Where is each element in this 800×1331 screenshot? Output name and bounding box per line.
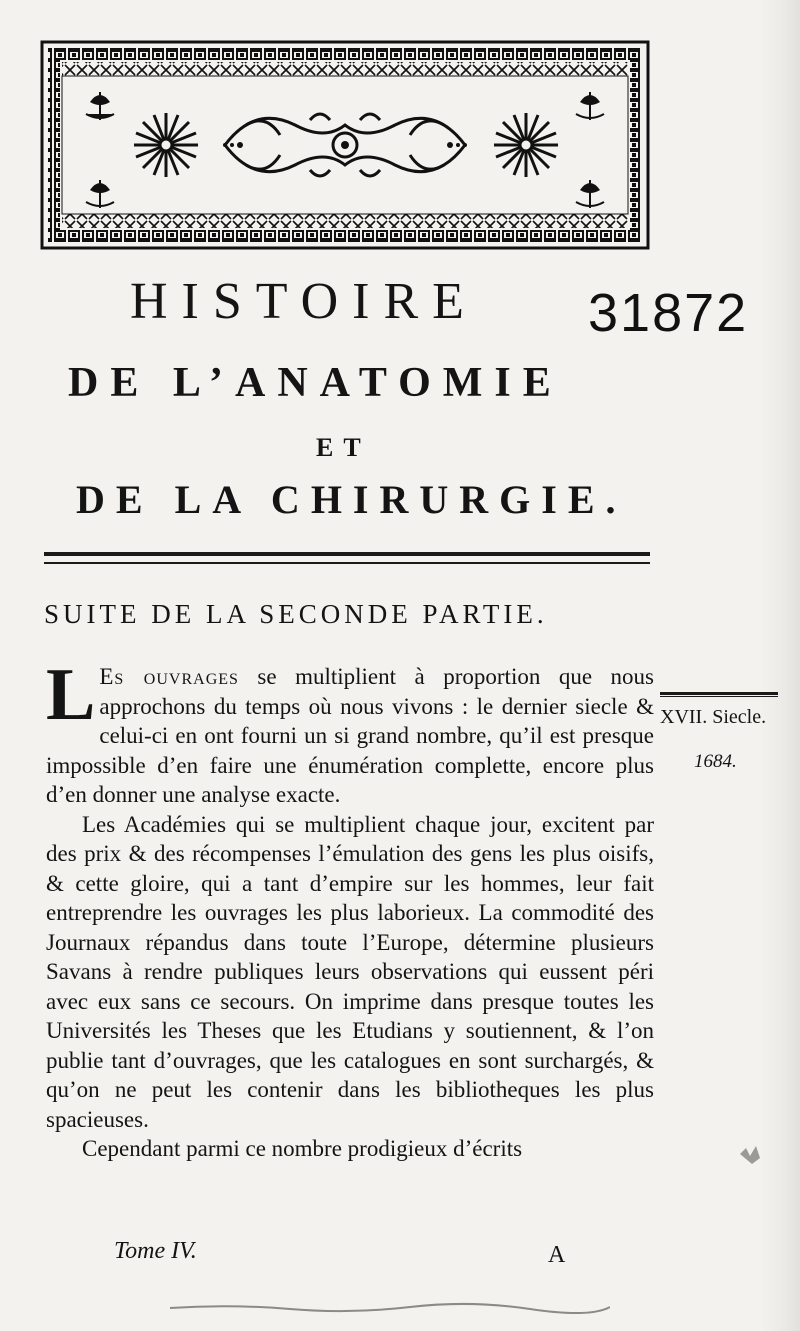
volume-label: Tome IV. bbox=[114, 1238, 197, 1264]
margin-note-year: 1684. bbox=[694, 751, 737, 772]
paragraph-1 bbox=[46, 654, 654, 810]
bleed-through-smudge bbox=[170, 1302, 610, 1314]
margin-note-century: XVII. Siecle. bbox=[660, 706, 767, 728]
ornamental-headpiece bbox=[40, 40, 650, 250]
ink-speck bbox=[736, 1140, 766, 1168]
title-divider-rule bbox=[44, 552, 650, 564]
paragraph-2: Les Académies qui se multiplient chaque jour, excitent par des prix & des récompenses l’émulation des gens les plus oisifs, & cette gloire, qui a tant d’empire sur les hommes, leur fait entreprendre les ouvrages les plus laborieux. La commodité des Journaux répandus dans toute l’Europe, détermine plusieurs Savans à rendre publiques leurs observations qui eussent péri avec eux sans ce secours. On imprime dans presque toutes les Universités les Theses que les Etudians y soutiennent, & l’on publie tant d’ouvrages, que les catalogues en sont surchargés, & qu’on ne peut les contenir dans les bibliotheques les plus spacieuses. bbox=[46, 811, 654, 1132]
drop-cap: L bbox=[46, 654, 96, 736]
signature-mark: A bbox=[548, 1242, 566, 1268]
body-text bbox=[46, 654, 654, 1164]
paragraph-1-text: se multiplient à proportion que nous approchons du temps où nous vivons : le dernier siecle & celui-ci en ont fourni un si grand nombre, qu’il est presque impossible d’en faire une énumération complette, encore plus d’en donner une analyse exacte. bbox=[46, 664, 654, 807]
title-et: ET bbox=[316, 433, 371, 462]
section-heading: SUITE DE LA SECONDE PARTIE. bbox=[44, 599, 548, 629]
title-de-la-chirurgie: DE LA CHIRURGIE. bbox=[76, 477, 627, 522]
title-histoire: HISTOIRE bbox=[130, 273, 478, 330]
margin-rule bbox=[660, 692, 778, 697]
paragraph-3: Cependant parmi ce nombre prodigieux d’écrits bbox=[82, 1136, 523, 1161]
handwritten-call-number: 31872 bbox=[588, 283, 749, 343]
paragraph-1-smallcaps: Es ouvrages bbox=[99, 664, 239, 689]
title-de-lanatomie: DE L’ANATOMIE bbox=[68, 360, 563, 406]
page-edge-shadow bbox=[760, 0, 800, 1331]
